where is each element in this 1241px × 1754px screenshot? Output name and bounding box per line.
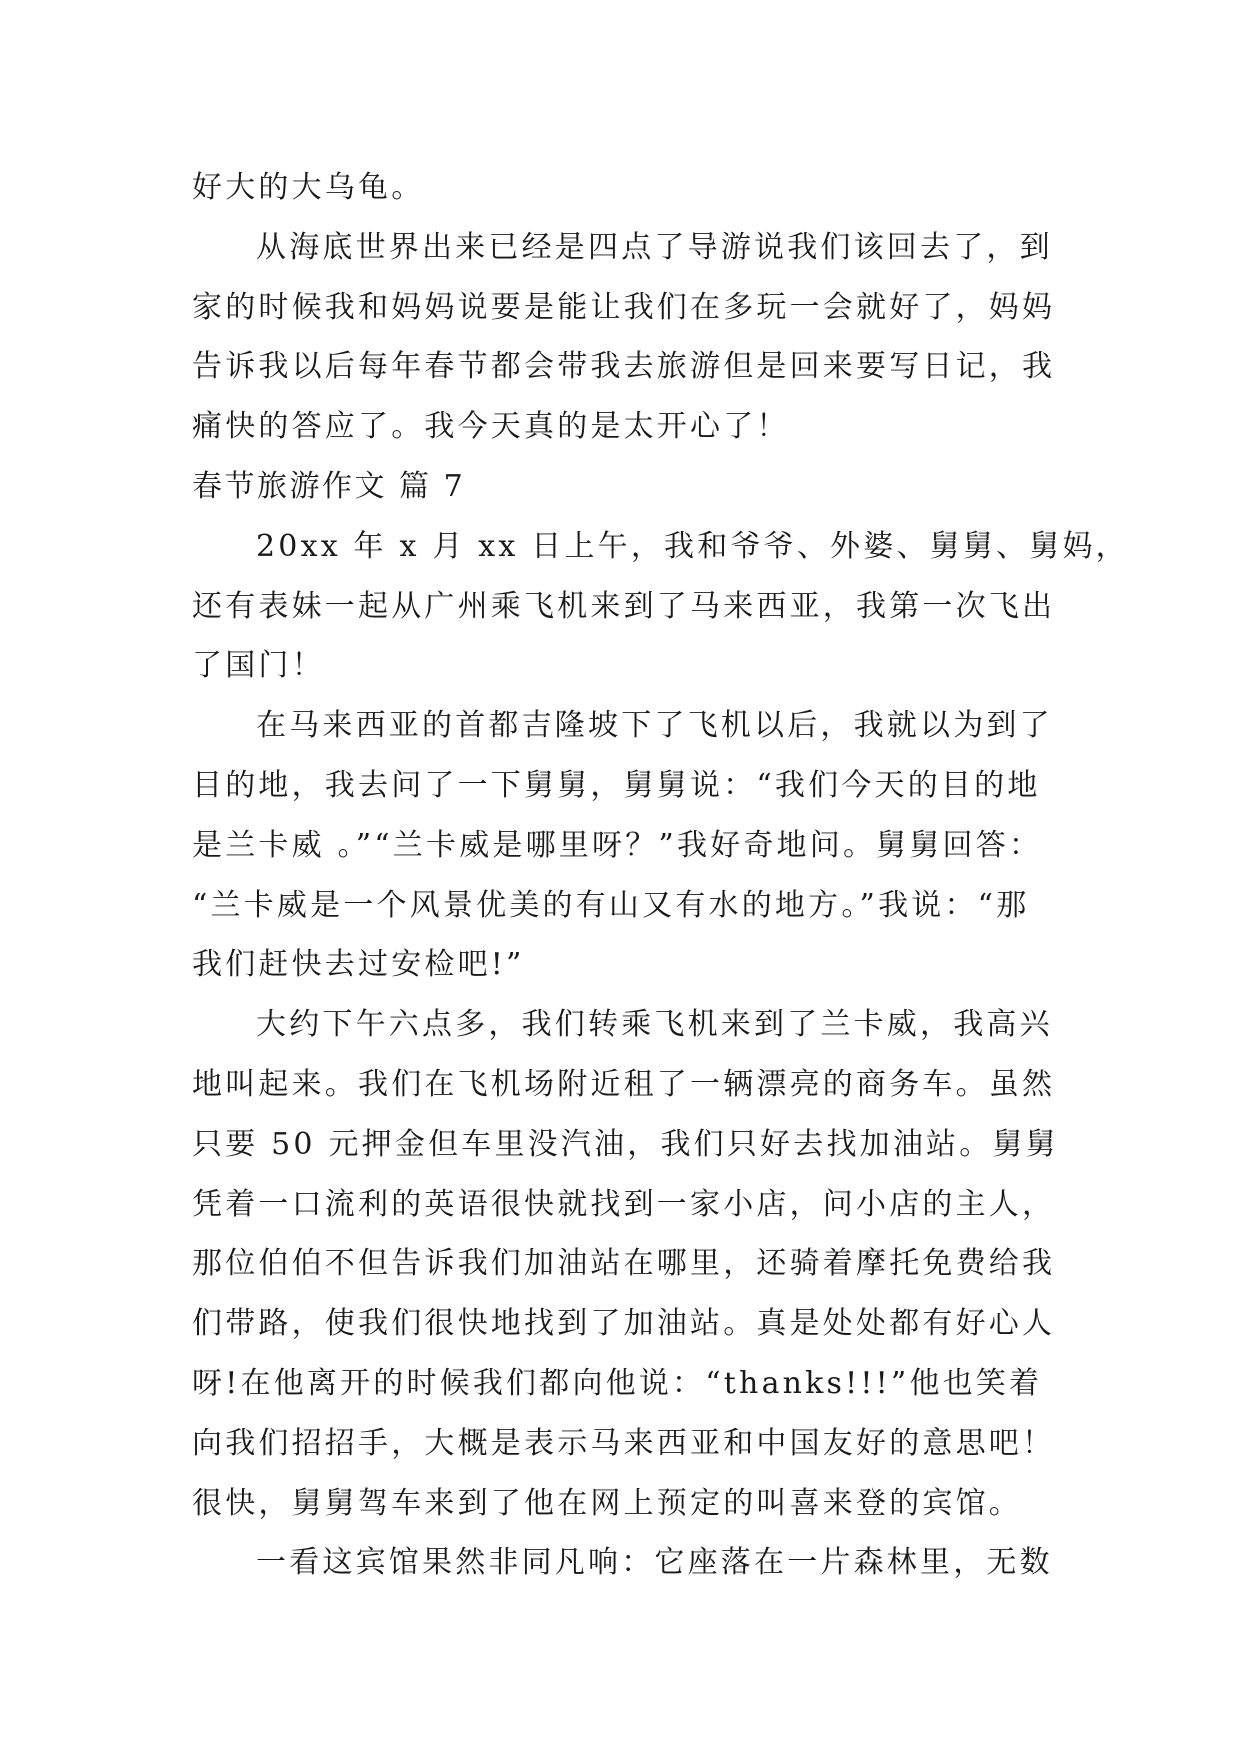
text-line: 目的地，我去问了一下舅舅，舅舅说：“我们今天的目的地: [192, 767, 1041, 803]
text-line: 告诉我以后每年春节都会带我去旅游但是回来要写日记，我: [192, 349, 1056, 385]
text-line: 从海底世界出来已经是四点了导游说我们该回去了，到: [256, 229, 1053, 265]
section-heading: 春节旅游作文 篇 7: [192, 468, 466, 504]
text-line: 很快，舅舅驾车来到了他在网上预定的叫喜来登的宾馆。: [192, 1485, 1022, 1521]
text-line: 好大的大乌龟。: [192, 170, 425, 205]
text-line: 只要 50 元押金但车里没汽油，我们只好去找加油站。舅舅: [192, 1126, 1059, 1162]
text-line: 那位伯伯不但告诉我们加油站在哪里，还骑着摩托免费给我: [192, 1246, 1056, 1282]
text-line: 是兰卡威 。”“兰卡威是哪里呀？”我好奇地问。舅舅回答：: [192, 827, 1043, 863]
text-line: 了国门！: [192, 648, 325, 684]
text-line: 痛快的答应了。我今天真的是太开心了！: [192, 409, 790, 445]
text-line: 大约下午六点多，我们转乘飞机来到了兰卡威，我高兴: [256, 1007, 1053, 1043]
text-line: 20xx 年 x 月 xx 日上午，我和爷爷、外婆、舅舅、舅妈，: [256, 528, 1129, 564]
text-line: 家的时候我和妈妈说要是能让我们在多玩一会就好了，妈妈: [192, 289, 1056, 325]
body-text: [192, 158, 1129, 1593]
text-line: 还有表妹一起从广州乘飞机来到了马来西亚，我第一次飞出: [192, 588, 1056, 624]
text-line: 我们赶快去过安检吧!”: [192, 947, 525, 983]
text-line: 凭着一口流利的英语很快就找到一家小店，问小店的主人，: [192, 1186, 1056, 1222]
text-line: 呀!在他离开的时候我们都向他说：“thanks!!!”他也笑着: [192, 1365, 1043, 1401]
text-line: 们带路，使我们很快地找到了加油站。真是处处都有好心人: [192, 1306, 1056, 1342]
text-line: 在马来西亚的首都吉隆坡下了飞机以后，我就以为到了: [256, 708, 1053, 744]
text-line: 一看这宾馆果然非同凡响：它座落在一片森林里，无数: [256, 1545, 1053, 1581]
text-line: “兰卡威是一个风景优美的有山又有水的地方。”我说：“那: [192, 887, 1030, 923]
text-line: 向我们招招手，大概是表示马来西亚和中国友好的意思吧！: [192, 1425, 1056, 1461]
text-line: 地叫起来。我们在飞机场附近租了一辆漂亮的商务车。虽然: [192, 1066, 1056, 1102]
